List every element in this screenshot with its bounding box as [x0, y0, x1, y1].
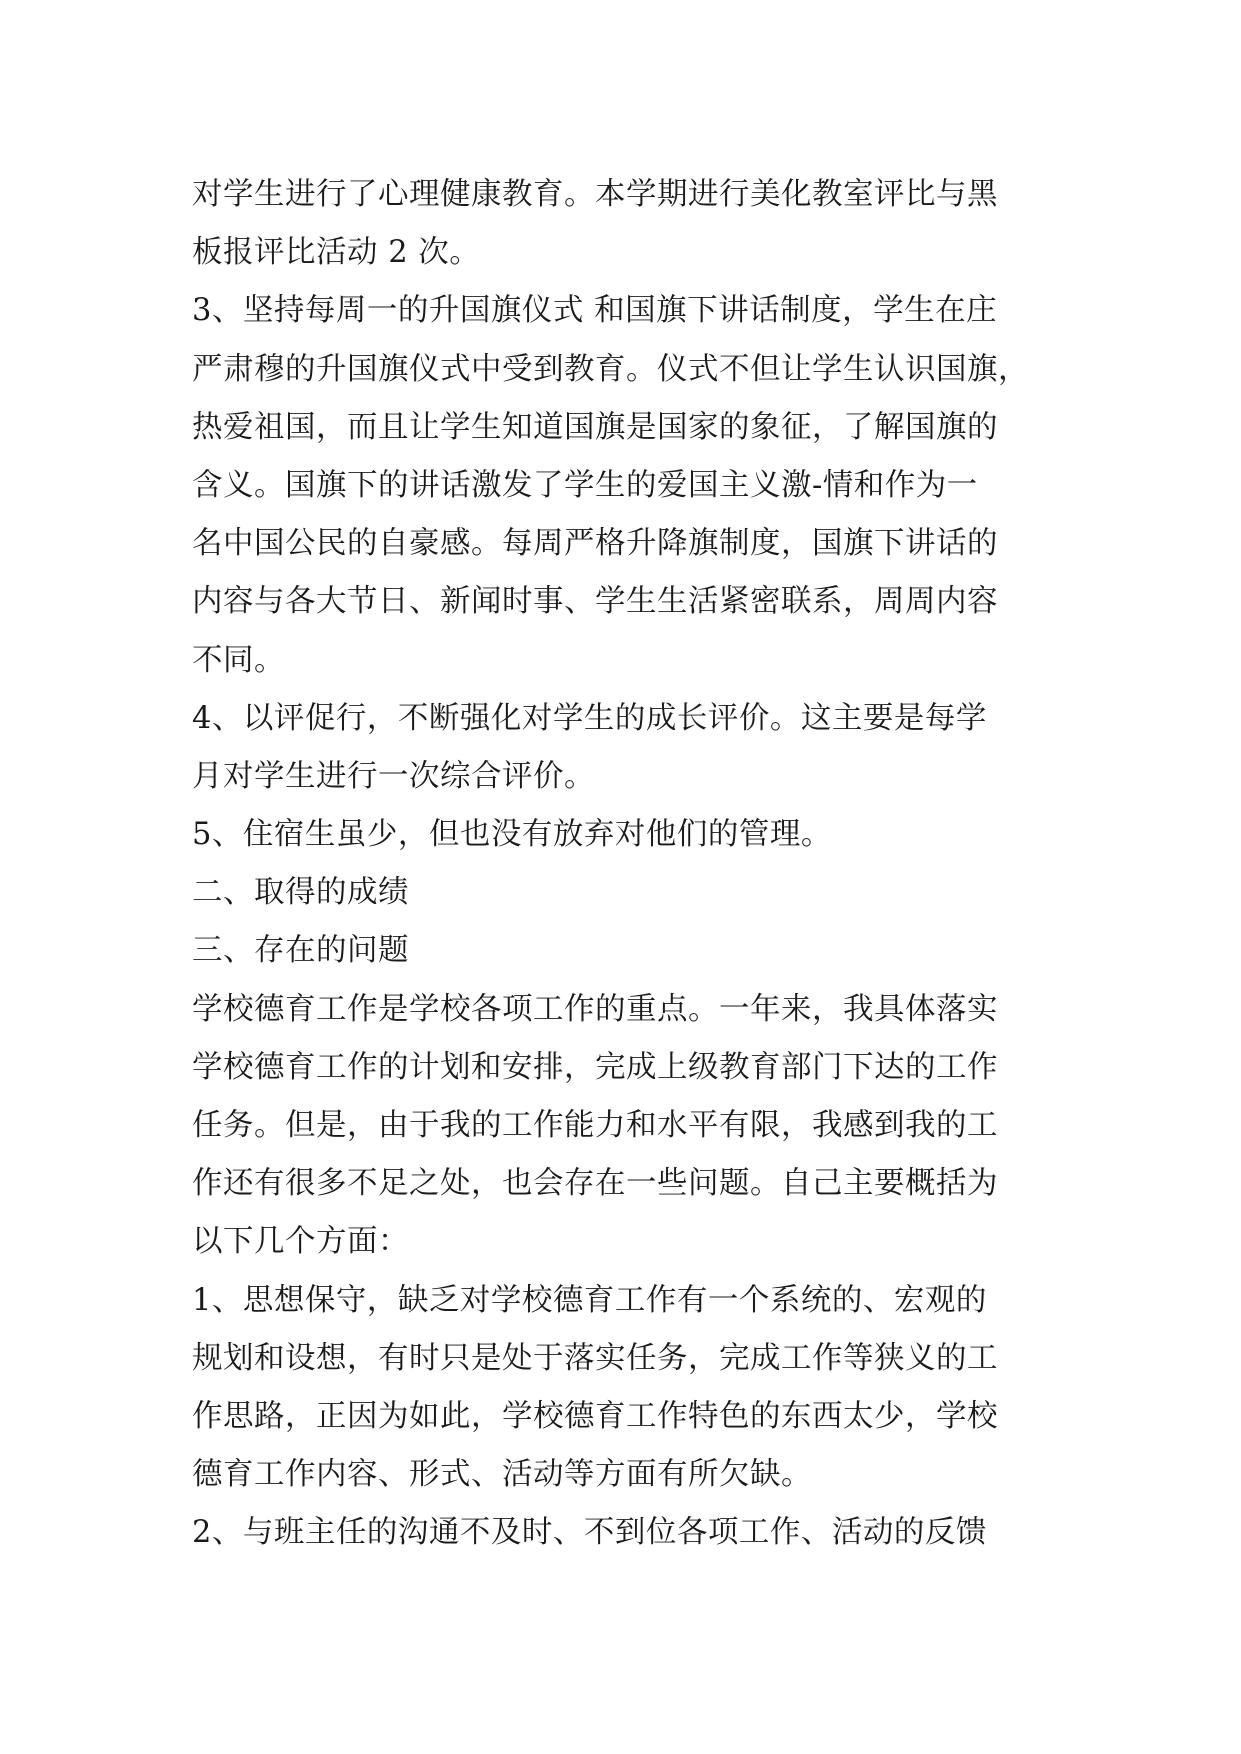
section-heading-achievements: 二、取得的成绩	[192, 875, 409, 911]
text-line-2: 板报评比活动 2 次。	[192, 235, 481, 271]
text-line-6: 含义。国旗下的讲话激发了学生的爱国主义激-情和作为一	[192, 467, 978, 503]
text-line-16: 学校德育工作的计划和安排，完成上级教育部门下达的工作	[192, 1049, 998, 1085]
text-line-22: 作思路，正因为如此，学校德育工作特色的东西太少，学校	[192, 1398, 998, 1434]
text-line-21: 规划和设想，有时只是处于落实任务，完成工作等狭义的工	[192, 1340, 998, 1376]
text-line-10: 4、以评促行，不断强化对学生的成长评价。这主要是每学	[192, 700, 987, 736]
text-line-11: 月对学生进行一次综合评价。	[192, 758, 595, 794]
text-line-12: 5、住宿生虽少，但也没有放弃对他们的管理。	[192, 817, 832, 853]
text-line-8: 内容与各大节日、新闻时事、学生生活紧密联系，周周内容	[192, 584, 998, 620]
text-line-4: 严肃穆的升国旗仪式中受到教育。仪式不但让学生认识国旗，	[192, 351, 1029, 387]
text-line-24: 2、与班主任的沟通不及时、不到位各项工作、活动的反馈	[192, 1515, 987, 1551]
text-line-23: 德育工作内容、形式、活动等方面有所欠缺。	[192, 1457, 812, 1493]
text-line-15: 学校德育工作是学校各项工作的重点。一年来，我具体落实	[192, 991, 998, 1027]
text-line-17: 任务。但是，由于我的工作能力和水平有限，我感到我的工	[192, 1108, 998, 1143]
text-line-19: 以下几个方面：	[192, 1224, 409, 1260]
text-line-1: 对学生进行了心理健康教育。本学期进行美化教室评比与黑	[192, 177, 998, 212]
text-line-18: 作还有很多不足之处，也会存在一些问题。自己主要概括为	[192, 1166, 998, 1202]
text-line-7: 名中国公民的自豪感。每周严格升降旗制度，国旗下讲话的	[192, 526, 998, 562]
text-line-9: 不同。	[192, 642, 285, 678]
text-line-20: 1、思想保守，缺乏对学校德育工作有一个系统的、宏观的	[192, 1282, 987, 1318]
document-body	[192, 166, 1052, 1563]
text-line-3: 3、坚持每周一的升国旗仪式 和国旗下讲话制度，学生在庄	[192, 293, 998, 329]
section-heading-problems: 三、存在的问题	[192, 933, 409, 969]
text-line-5: 热爱祖国，而且让学生知道国旗是国家的象征，了解国旗的	[192, 409, 998, 445]
